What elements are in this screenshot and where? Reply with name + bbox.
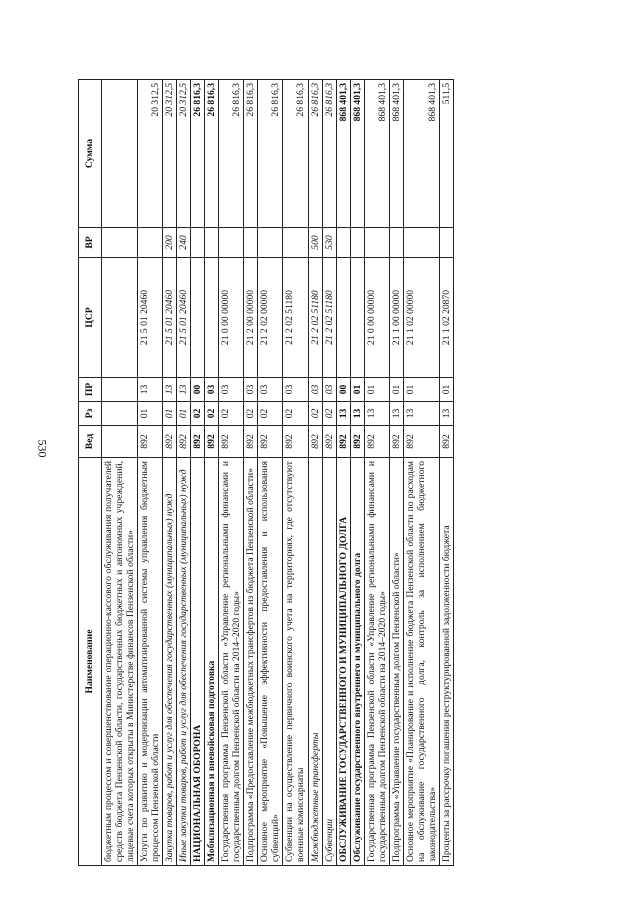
cell-ved: 892 [163,426,177,458]
cell-name: Подпрограмма «Управление государственным долгом Пензенской области» [389,458,403,866]
table-row [177,80,191,866]
table-row [244,80,258,866]
cell-rz: 02 [244,402,258,426]
cell-pr [102,378,138,402]
cell-ved: 892 [191,426,205,458]
cell-vr [283,228,308,258]
table-row [389,80,403,866]
cell-vr [244,228,258,258]
cell-pr: 03 [244,378,258,402]
cell-pr: 03 [283,378,308,402]
table-row [219,80,244,866]
table-header-row [79,80,102,866]
cell-name: Межбюджетные трансферты [308,458,322,866]
cell-rz: 02 [258,402,283,426]
table-row [138,80,163,866]
table-row [439,80,453,866]
header-pr: ПР [79,378,102,402]
cell-sum: 20 312,5 [138,80,163,228]
cell-vr [439,228,453,258]
cell-csr: 21 1 02 20870 [439,258,453,378]
cell-pr: 03 [205,378,219,402]
cell-rz: 13 [364,402,389,426]
cell-sum: 26 816,3 [191,80,205,228]
cell-ved: 892 [364,426,389,458]
cell-csr: 21 1 00 00000 [389,258,403,378]
table-row [258,80,283,866]
cell-vr [219,228,244,258]
cell-csr: 21 2 02 00000 [258,258,283,378]
cell-sum: 868 401,3 [336,80,350,228]
table-row [403,80,439,866]
cell-sum: 868 401,3 [389,80,403,228]
header-rz: Рз [79,402,102,426]
table-row [205,80,219,866]
cell-ved: 892 [322,426,336,458]
cell-ved: 892 [219,426,244,458]
cell-ved: 892 [205,426,219,458]
cell-rz: 13 [336,402,350,426]
cell-csr: 21 2 00 00000 [244,258,258,378]
cell-ved: 892 [177,426,191,458]
cell-vr [389,228,403,258]
cell-pr: 13 [177,378,191,402]
cell-rz: 02 [308,402,322,426]
cell-ved: 892 [138,426,163,458]
table-row [308,80,322,866]
cell-rz: 01 [163,402,177,426]
table-row [283,80,308,866]
cell-name: Основное мероприятие «Повышение эффективности предоставления и использования субвенций» [258,458,283,866]
cell-pr: 00 [191,378,205,402]
cell-vr [350,228,364,258]
cell-rz: 01 [177,402,191,426]
cell-csr [205,258,219,378]
cell-rz: 02 [322,402,336,426]
cell-name: Услуги по развитию и модернизации автоматизированной системы управления бюджетным процессом Пензенской области [138,458,163,866]
cell-ved: 892 [244,426,258,458]
cell-pr: 01 [364,378,389,402]
cell-csr [336,258,350,378]
cell-pr: 01 [389,378,403,402]
cell-pr: 03 [308,378,322,402]
cell-ved: 892 [336,426,350,458]
cell-csr: 21 2 02 51180 [283,258,308,378]
cell-csr: 21 0 00 00000 [364,258,389,378]
cell-sum: 26 816,3 [308,80,322,228]
cell-sum: 20 312,5 [163,80,177,228]
cell-ved: 892 [350,426,364,458]
cell-name: бюджетным процессом и совершенствование операционно-кассового обслуживания получателей средств бюджета Пензенской области, государственных бюджетных и автономных учреждений, лицевые счета которых открыты в Министерстве финансов Пензенской области» [102,458,138,866]
cell-csr: 21 2 02 51180 [322,258,336,378]
cell-rz: 13 [389,402,403,426]
cell-name: Субвенции [322,458,336,866]
cell-sum: 26 816,3 [244,80,258,228]
header-csr: ЦСР [79,258,102,378]
cell-name: Проценты за рассрочку погашения реструктурированной задолженности бюджета [439,458,453,866]
cell-sum: 20 312,5 [177,80,191,228]
rotated-table-container [78,80,570,866]
cell-name: ОБСЛУЖИВАНИЕ ГОСУДАРСТВЕННОГО И МУНИЦИПАЛЬНОГО ДОЛГА [336,458,350,866]
table-row [191,80,205,866]
cell-sum: 511,5 [439,80,453,228]
table-row [350,80,364,866]
cell-rz: 02 [205,402,219,426]
cell-rz: 02 [283,402,308,426]
cell-sum: 26 816,3 [322,80,336,228]
cell-name: Иные закупки товаров, работ и услуг для обеспечения государственных (муниципальных) нужд [177,458,191,866]
cell-sum: 26 816,3 [258,80,283,228]
cell-sum: 868 401,3 [350,80,364,228]
cell-vr: 530 [322,228,336,258]
cell-name: Государственная программа Пензенской области «Управление региональными финансами и государственным долгом Пензенской области на 2014–2020 годы» [219,458,244,866]
cell-name: Мобилизационная и вневойсковая подготовка [205,458,219,866]
cell-name: Закупка товаров, работ и услуг для обеспечения государственных (муниципальных) нужд [163,458,177,866]
cell-vr [191,228,205,258]
cell-csr: 21 5 01 20460 [138,258,163,378]
cell-vr: 240 [177,228,191,258]
budget-table [78,79,454,866]
cell-vr [364,228,389,258]
cell-sum: 26 816,3 [219,80,244,228]
header-vr: ВР [79,228,102,258]
page-number: 530 [35,439,50,458]
cell-pr: 01 [439,378,453,402]
cell-vr [336,228,350,258]
cell-rz: 02 [219,402,244,426]
cell-rz [102,402,138,426]
cell-vr [102,228,138,258]
cell-name: Основное мероприятие «Планирование и исполнение бюджета Пензенской области по расходам на обслуживание государственного долга, контроль за исполнением бюджетного законодательства» [403,458,439,866]
cell-csr: 21 5 01 20460 [177,258,191,378]
cell-vr: 200 [163,228,177,258]
cell-sum: 26 816,3 [283,80,308,228]
cell-name: Подпрограмма «Предоставление межбюджетных трансфертов из бюджета Пензенской области» [244,458,258,866]
cell-pr: 03 [258,378,283,402]
cell-rz: 01 [138,402,163,426]
cell-ved: 892 [389,426,403,458]
cell-ved: 892 [283,426,308,458]
header-name: Наименование [79,458,102,866]
cell-pr: 03 [322,378,336,402]
cell-pr: 03 [219,378,244,402]
cell-name: НАЦИОНАЛЬНАЯ ОБОРОНА [191,458,205,866]
cell-csr: 21 5 01 20460 [163,258,177,378]
cell-csr: 21 0 00 00000 [219,258,244,378]
cell-pr: 00 [336,378,350,402]
cell-pr: 13 [138,378,163,402]
table-row [364,80,389,866]
cell-vr [205,228,219,258]
cell-csr: 21 2 02 51180 [308,258,322,378]
cell-sum: 868 401,3 [403,80,439,228]
cell-csr [191,258,205,378]
table-row [322,80,336,866]
cell-csr: 21 1 02 00000 [403,258,439,378]
cell-sum: 26 816,3 [205,80,219,228]
cell-rz: 13 [439,402,453,426]
cell-ved: 892 [439,426,453,458]
header-ved: Вед [79,426,102,458]
cell-csr [102,258,138,378]
cell-vr [258,228,283,258]
cell-name: Государственная программа Пензенской области «Управление региональными финансами и государственным долгом Пензенской области на 2014–2020 годы» [364,458,389,866]
header-sum: Сумма [79,80,102,228]
cell-rz: 13 [403,402,439,426]
cell-sum [102,80,138,228]
cell-name: Субвенции на осуществление первичного воинского учета на территориях, где отсутствуют военные комиссариаты [283,458,308,866]
cell-vr [403,228,439,258]
cell-csr [350,258,364,378]
cell-pr: 01 [403,378,439,402]
table-row [163,80,177,866]
cell-ved: 892 [308,426,322,458]
cell-ved: 892 [403,426,439,458]
cell-ved: 892 [258,426,283,458]
cell-ved [102,426,138,458]
table-row [102,80,138,866]
cell-vr: 500 [308,228,322,258]
cell-rz: 02 [191,402,205,426]
table-row [336,80,350,866]
cell-pr: 13 [163,378,177,402]
cell-rz: 13 [350,402,364,426]
cell-vr [138,228,163,258]
cell-pr: 01 [350,378,364,402]
cell-name: Обслуживание государственного внутреннего и муниципального долга [350,458,364,866]
cell-sum: 868 401,3 [364,80,389,228]
